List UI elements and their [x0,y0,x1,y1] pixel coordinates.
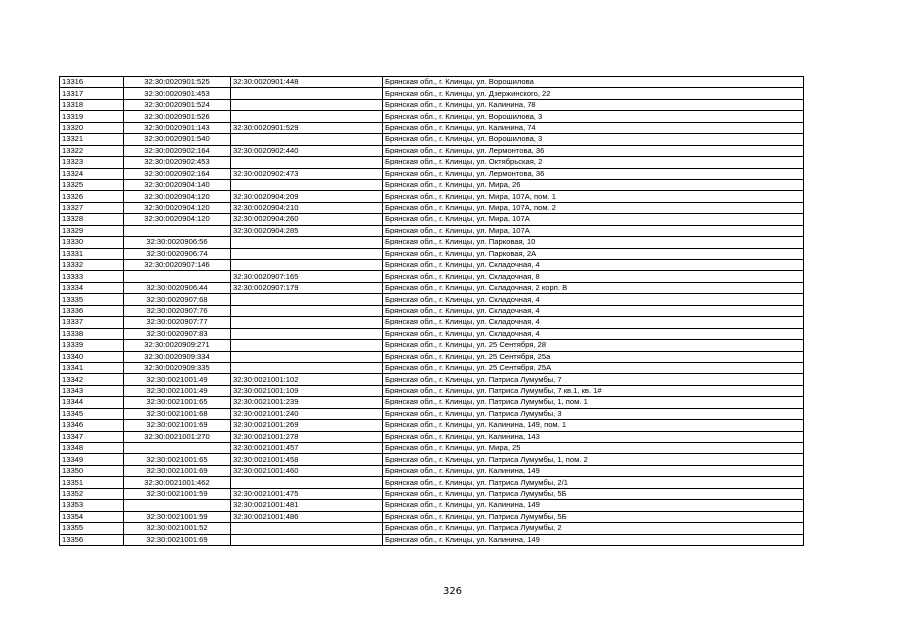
table-row [60,88,804,99]
row-number-cell: 13328 [60,214,124,225]
row-number-cell: 13318 [60,99,124,110]
cadastral-number-cell: 32:30:0020909:334 [124,351,231,362]
linked-cadastral-number-cell [231,362,383,373]
linked-cadastral-number-cell: 32:30:0021001:240 [231,408,383,419]
address-cell: Брянская обл., г. Клинцы, ул. Калинина, 74 [383,122,804,133]
table-row [60,317,804,328]
cadastral-number-cell: 32:30:0020901:525 [124,77,231,88]
address-cell: Брянская обл., г. Клинцы, ул. Патриса Лумумбы, 2 [383,523,804,534]
linked-cadastral-number-cell: 32:30:0021001:486 [231,511,383,522]
address-cell: Брянская обл., г. Клинцы, ул. Октябрьская, 2 [383,157,804,168]
table-row [60,179,804,190]
cadastral-number-cell: 32:30:0021001:68 [124,408,231,419]
registry-table-body [60,77,804,546]
cadastral-number-cell: 32:30:0021001:59 [124,511,231,522]
linked-cadastral-number-cell: 32:30:0021001:460 [231,465,383,476]
row-number-cell: 13346 [60,420,124,431]
table-row [60,362,804,373]
row-number-cell: 13322 [60,145,124,156]
row-number-cell: 13343 [60,385,124,396]
cadastral-number-cell: 32:30:0021001:69 [124,420,231,431]
row-number-cell: 13337 [60,317,124,328]
address-cell: Брянская обл., г. Клинцы, ул. Складочная, 2 корп. В [383,282,804,293]
cadastral-number-cell: 32:30:0020901:540 [124,134,231,145]
linked-cadastral-number-cell: 32:30:0021001:457 [231,443,383,454]
cadastral-number-cell: 32:30:0020907:68 [124,294,231,305]
address-cell: Брянская обл., г. Клинцы, ул. Мира, 26 [383,179,804,190]
cadastral-number-cell: 32:30:0021001:49 [124,374,231,385]
cadastral-number-cell: 32:30:0020904:120 [124,202,231,213]
table-row [60,122,804,133]
table-row [60,214,804,225]
address-cell: Брянская обл., г. Клинцы, ул. Калинина, 143 [383,431,804,442]
cadastral-number-cell: 32:30:0020901:453 [124,88,231,99]
linked-cadastral-number-cell: 32:30:0020907:165 [231,271,383,282]
address-cell: Брянская обл., г. Клинцы, ул. Парковая, 2А [383,248,804,259]
address-cell: Брянская обл., г. Клинцы, ул. Мира, 107А [383,225,804,236]
row-number-cell: 13316 [60,77,124,88]
cadastral-number-cell: 32:30:0020907:76 [124,305,231,316]
linked-cadastral-number-cell: 32:30:0020902:440 [231,145,383,156]
table-row [60,99,804,110]
cadastral-number-cell [124,225,231,236]
row-number-cell: 13335 [60,294,124,305]
table-row [60,443,804,454]
table-row [60,225,804,236]
cadastral-number-cell: 32:30:0020904:120 [124,191,231,202]
row-number-cell: 13324 [60,168,124,179]
row-number-cell: 13326 [60,191,124,202]
linked-cadastral-number-cell [231,248,383,259]
address-cell: Брянская обл., г. Клинцы, ул. Дзержинского, 22 [383,88,804,99]
cadastral-number-cell: 32:30:0020901:524 [124,99,231,110]
cadastral-number-cell: 32:30:0020906:56 [124,237,231,248]
table-row [60,397,804,408]
linked-cadastral-number-cell [231,134,383,145]
row-number-cell: 13340 [60,351,124,362]
table-row [60,168,804,179]
address-cell: Брянская обл., г. Клинцы, ул. Патриса Лумумбы, 5Б [383,488,804,499]
row-number-cell: 13350 [60,465,124,476]
address-cell: Брянская обл., г. Клинцы, ул. Мира, 107А, пом. 2 [383,202,804,213]
linked-cadastral-number-cell [231,305,383,316]
linked-cadastral-number-cell: 32:30:0020901:448 [231,77,383,88]
address-cell: Брянская обл., г. Клинцы, ул. Патриса Лумумбы, 2/1 [383,477,804,488]
table-row [60,202,804,213]
table-row [60,420,804,431]
linked-cadastral-number-cell [231,260,383,271]
cadastral-number-cell: 32:30:0020907:83 [124,328,231,339]
cadastral-number-cell [124,271,231,282]
row-number-cell: 13317 [60,88,124,99]
cadastral-number-cell: 32:30:0020902:164 [124,168,231,179]
table-row [60,77,804,88]
address-cell: Брянская обл., г. Клинцы, ул. Складочная, 4 [383,305,804,316]
linked-cadastral-number-cell [231,157,383,168]
address-cell: Брянская обл., г. Клинцы, ул. Калинина, 149 [383,465,804,476]
cadastral-number-cell: 32:30:0021001:462 [124,477,231,488]
table-row [60,511,804,522]
table-row [60,500,804,511]
address-cell: Брянская обл., г. Клинцы, ул. Патриса Лумумбы, 3 [383,408,804,419]
linked-cadastral-number-cell: 32:30:0020904:285 [231,225,383,236]
table-row [60,340,804,351]
address-cell: Брянская обл., г. Клинцы, ул. Складочная, 4 [383,294,804,305]
address-cell: Брянская обл., г. Клинцы, ул. Ворошилова, 3 [383,111,804,122]
cadastral-number-cell: 32:30:0021001:65 [124,454,231,465]
table-row [60,385,804,396]
table-row [60,157,804,168]
linked-cadastral-number-cell: 32:30:0020904:209 [231,191,383,202]
linked-cadastral-number-cell [231,88,383,99]
cadastral-number-cell: 32:30:0021001:69 [124,465,231,476]
table-row [60,305,804,316]
cadastral-number-cell: 32:30:0020901:526 [124,111,231,122]
cadastral-number-cell: 32:30:0021001:59 [124,488,231,499]
linked-cadastral-number-cell [231,294,383,305]
linked-cadastral-number-cell: 32:30:0021001:109 [231,385,383,396]
linked-cadastral-number-cell: 32:30:0021001:239 [231,397,383,408]
address-cell: Брянская обл., г. Клинцы, ул. Патриса Лумумбы, 1, пом. 2 [383,454,804,465]
row-number-cell: 13342 [60,374,124,385]
cadastral-number-cell: 32:30:0020904:140 [124,179,231,190]
linked-cadastral-number-cell [231,351,383,362]
address-cell: Брянская обл., г. Клинцы, ул. Калинина, 149, пом. 1 [383,420,804,431]
address-cell: Брянская обл., г. Клинцы, ул. Патриса Лумумбы, 1, пом. 1 [383,397,804,408]
table-row [60,134,804,145]
address-cell: Брянская обл., г. Клинцы, ул. Лермонтова, 36 [383,145,804,156]
linked-cadastral-number-cell [231,534,383,545]
row-number-cell: 13321 [60,134,124,145]
table-row [60,328,804,339]
address-cell: Брянская обл., г. Клинцы, ул. Патриса Лумумбы, 7 [383,374,804,385]
table-row [60,488,804,499]
address-cell: Брянская обл., г. Клинцы, ул. Лермонтова, 36 [383,168,804,179]
cadastral-number-cell: 32:30:0021001:52 [124,523,231,534]
cadastral-number-cell: 32:30:0021001:65 [124,397,231,408]
address-cell: Брянская обл., г. Клинцы, ул. Мира, 107А [383,214,804,225]
row-number-cell: 13354 [60,511,124,522]
linked-cadastral-number-cell: 32:30:0021001:269 [231,420,383,431]
row-number-cell: 13347 [60,431,124,442]
row-number-cell: 13330 [60,237,124,248]
linked-cadastral-number-cell: 32:30:0021001:458 [231,454,383,465]
cadastral-number-cell: 32:30:0021001:270 [124,431,231,442]
row-number-cell: 13327 [60,202,124,213]
row-number-cell: 13338 [60,328,124,339]
cadastral-number-cell: 32:30:0020902:164 [124,145,231,156]
address-cell: Брянская обл., г. Клинцы, ул. Складочная, 4 [383,317,804,328]
cadastral-number-cell: 32:30:0020906:44 [124,282,231,293]
table-row [60,534,804,545]
row-number-cell: 13333 [60,271,124,282]
address-cell: Брянская обл., г. Клинцы, ул. Складочная, 4 [383,260,804,271]
table-row [60,237,804,248]
row-number-cell: 13319 [60,111,124,122]
address-cell: Брянская обл., г. Клинцы, ул. Патриса Лумумбы, 5Б [383,511,804,522]
row-number-cell: 13345 [60,408,124,419]
table-row [60,145,804,156]
table-row [60,191,804,202]
address-cell: Брянская обл., г. Клинцы, ул. Складочная, 4 [383,328,804,339]
row-number-cell: 13332 [60,260,124,271]
row-number-cell: 13341 [60,362,124,373]
address-cell: Брянская обл., г. Клинцы, ул. 25 Сентября, 28 [383,340,804,351]
table-row [60,477,804,488]
linked-cadastral-number-cell [231,328,383,339]
row-number-cell: 13353 [60,500,124,511]
page-number: 326 [442,586,463,597]
linked-cadastral-number-cell [231,477,383,488]
linked-cadastral-number-cell: 32:30:0020901:529 [231,122,383,133]
linked-cadastral-number-cell [231,99,383,110]
address-cell: Брянская обл., г. Клинцы, ул. Ворошилова [383,77,804,88]
table-row [60,523,804,534]
linked-cadastral-number-cell: 32:30:0020904:210 [231,202,383,213]
table-row [60,465,804,476]
address-cell: Брянская обл., г. Клинцы, ул. Калинина, 149 [383,534,804,545]
linked-cadastral-number-cell: 32:30:0020902:473 [231,168,383,179]
row-number-cell: 13323 [60,157,124,168]
table-row [60,260,804,271]
linked-cadastral-number-cell [231,523,383,534]
cadastral-number-cell: 32:30:0020906:74 [124,248,231,259]
address-cell: Брянская обл., г. Клинцы, ул. Мира, 25 [383,443,804,454]
table-row [60,351,804,362]
linked-cadastral-number-cell [231,111,383,122]
table-row [60,111,804,122]
row-number-cell: 13348 [60,443,124,454]
address-cell: Брянская обл., г. Клинцы, ул. Калинина, 149 [383,500,804,511]
cadastral-number-cell: 32:30:0020909:335 [124,362,231,373]
row-number-cell: 13349 [60,454,124,465]
row-number-cell: 13356 [60,534,124,545]
linked-cadastral-number-cell: 32:30:0021001:278 [231,431,383,442]
table-row [60,374,804,385]
linked-cadastral-number-cell: 32:30:0021001:481 [231,500,383,511]
property-registry-table [59,76,804,546]
row-number-cell: 13352 [60,488,124,499]
table-row [60,282,804,293]
cadastral-number-cell [124,500,231,511]
address-cell: Брянская обл., г. Клинцы, ул. Мира, 107А, пом. 1 [383,191,804,202]
cadastral-number-cell: 32:30:0021001:69 [124,534,231,545]
cadastral-number-cell: 32:30:0020907:77 [124,317,231,328]
table-row [60,271,804,282]
row-number-cell: 13336 [60,305,124,316]
cadastral-number-cell: 32:30:0020907:146 [124,260,231,271]
address-cell: Брянская обл., г. Клинцы, ул. Складочная, 8 [383,271,804,282]
table-row [60,408,804,419]
linked-cadastral-number-cell: 32:30:0021001:475 [231,488,383,499]
table-row [60,431,804,442]
linked-cadastral-number-cell [231,340,383,351]
address-cell: Брянская обл., г. Клинцы, ул. Патриса Лумумбы, 7 кв.1, кв. 1# [383,385,804,396]
address-cell: Брянская обл., г. Клинцы, ул. 25 Сентября, 25а [383,351,804,362]
linked-cadastral-number-cell [231,237,383,248]
linked-cadastral-number-cell [231,317,383,328]
address-cell: Брянская обл., г. Клинцы, ул. 25 Сентября, 25А [383,362,804,373]
linked-cadastral-number-cell: 32:30:0021001:102 [231,374,383,385]
linked-cadastral-number-cell: 32:30:0020904:260 [231,214,383,225]
cadastral-number-cell: 32:30:0020902:453 [124,157,231,168]
cadastral-number-cell: 32:30:0020901:143 [124,122,231,133]
row-number-cell: 13344 [60,397,124,408]
cadastral-number-cell [124,443,231,454]
address-cell: Брянская обл., г. Клинцы, ул. Калинина, 78 [383,99,804,110]
address-cell: Брянская обл., г. Клинцы, ул. Ворошилова, 3 [383,134,804,145]
row-number-cell: 13320 [60,122,124,133]
row-number-cell: 13334 [60,282,124,293]
linked-cadastral-number-cell: 32:30:0020907:179 [231,282,383,293]
row-number-cell: 13339 [60,340,124,351]
cadastral-number-cell: 32:30:0021001:49 [124,385,231,396]
address-cell: Брянская обл., г. Клинцы, ул. Парковая, 10 [383,237,804,248]
cadastral-number-cell: 32:30:0020904:120 [124,214,231,225]
row-number-cell: 13331 [60,248,124,259]
row-number-cell: 13351 [60,477,124,488]
table-row [60,454,804,465]
linked-cadastral-number-cell [231,179,383,190]
row-number-cell: 13329 [60,225,124,236]
table-row [60,248,804,259]
row-number-cell: 13325 [60,179,124,190]
cadastral-number-cell: 32:30:0020909:271 [124,340,231,351]
row-number-cell: 13355 [60,523,124,534]
table-row [60,294,804,305]
